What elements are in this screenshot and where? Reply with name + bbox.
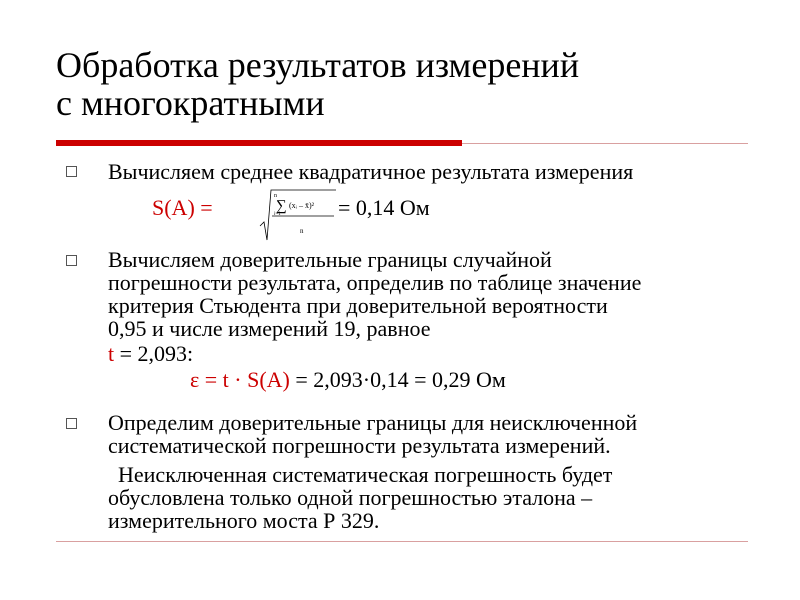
svg-text:i=1: i=1: [274, 212, 281, 217]
bottom-divider: [56, 541, 748, 542]
title-underline-thin: [462, 143, 748, 144]
bullet-square-icon: [66, 255, 77, 266]
bullet-2-line: критерия Стьюдента при доверительной вероятности: [108, 293, 608, 318]
bullet-2-line: погрешности результата, определив по таблице значение: [108, 270, 642, 295]
t-variable: t: [108, 341, 115, 366]
title-line-2: с многократными: [56, 83, 325, 123]
title-underline-accent: [56, 140, 462, 146]
bullet-3-para-line: обусловлена только одной погрешностью эталона –: [108, 485, 593, 510]
bullet-3-line: Определим доверительные границы для неисключенной: [108, 410, 638, 435]
title-line-1: Обработка результатов измерений: [56, 45, 580, 85]
svg-text:(xᵢ – x̄)²: (xᵢ – x̄)²: [289, 201, 315, 210]
svg-text:n: n: [274, 193, 277, 199]
epsilon-expression: ε = t · S(A): [190, 367, 290, 392]
rms-formula-icon: [258, 188, 338, 242]
svg-text:∑: ∑: [276, 198, 287, 214]
bullet-3-paragraph: [108, 463, 768, 532]
epsilon-value: = 2,093·0,14 = 0,29 Ом: [289, 367, 506, 392]
svg-text:n: n: [300, 227, 304, 235]
bullet-square-icon: [66, 418, 77, 429]
page-title: [56, 46, 756, 122]
bullet-3-line: систематической погрешности результата измерений.: [108, 433, 611, 458]
formula-s-label: S(A) =: [152, 195, 213, 220]
bullet-1-line: Вычисляем среднее квадратичное результата измерения: [108, 159, 634, 184]
bullet-2-text: [108, 248, 768, 340]
epsilon-line: [190, 368, 506, 392]
bullet-1-text: [108, 160, 768, 183]
bullet-square-icon: [66, 166, 77, 177]
bullet-3-text: [108, 411, 768, 457]
bullet-3-para-line: Неисключенная систематическая погрешность будет: [118, 462, 613, 487]
bullet-3-para-line: измерительного моста Р 329.: [108, 508, 380, 533]
formula-s-result: = 0,14 Ом: [338, 195, 430, 220]
t-value-line: [108, 342, 193, 366]
bullet-2-line: 0,95 и числе измерений 19, равное: [108, 316, 431, 341]
t-value: = 2,093:: [114, 341, 194, 366]
bullet-2-line: Вычисляем доверительные границы случайной: [108, 247, 552, 272]
